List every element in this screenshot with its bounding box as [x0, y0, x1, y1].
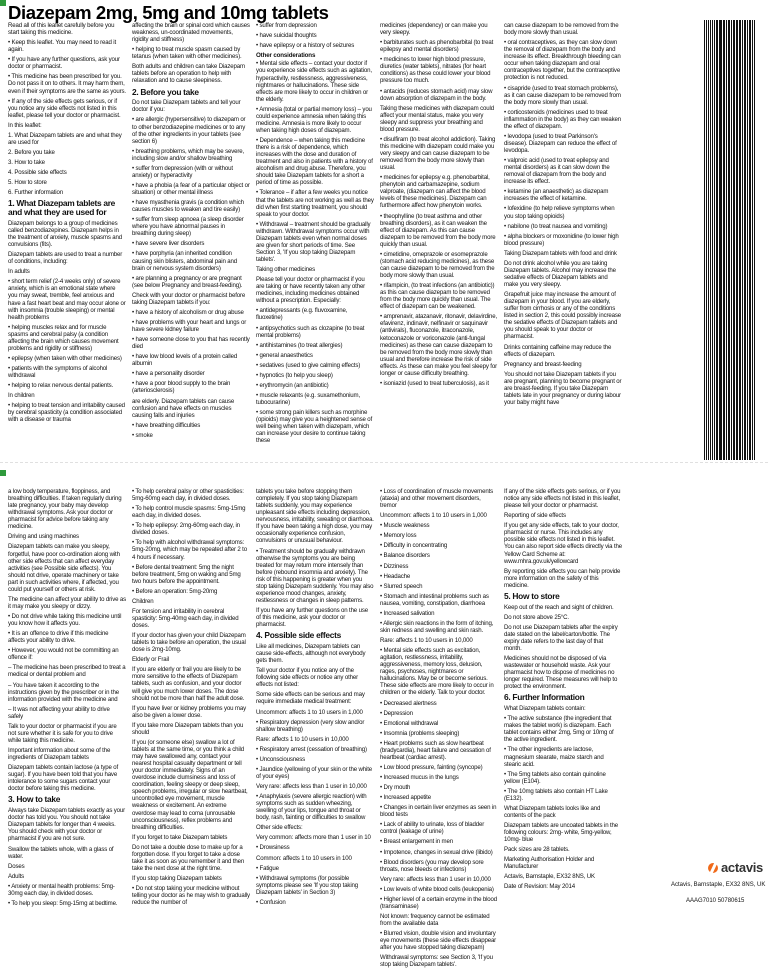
leaflet-paragraph: • Tolerance – if after a few weeks you notice that the tablets are not working as well as they did when first starting treatment, you should speak to your doctor. — [256, 189, 374, 218]
leaflet-paragraph: • alpha blockers or moxonidine (to lower high blood pressure) — [504, 232, 619, 247]
leaflet-paragraph: • are allergic (hypersensitive) to diazepam or to other benzodiazepine medicines or to any of the other ingredients in your tablets (see section 6) — [132, 116, 246, 145]
leaflet-paragraph: Date of Revision: May 2014 — [504, 883, 575, 891]
leaflet-paragraph: You should not take Diazepam tablets if you are pregnant, planning to become pregnant or are breast-feeding. If you take Diazepam tablets late in your pregnancy or during labour your baby might have — [504, 370, 622, 406]
leaflet-paragraph: • rifampicin, (to treat infections (an antibiotic)) as this can cause diazepam to be removed from the body more quickly than usual. The effect of diazepam can be weakened. — [380, 282, 495, 311]
leaflet-paragraph: 6. Further information — [8, 189, 63, 197]
leaflet-title: Diazepam 2mg, 5mg and 10mg tablets — [8, 2, 329, 23]
leaflet-paragraph: medicines (dependency) or can make you very sleepy. — [380, 22, 488, 37]
leaflet-paragraph: • have problems with your heart and lungs or have severe kidney failure — [132, 318, 247, 333]
leaflet-paragraph: • The 5mg tablets also contain quinoline yellow (E104). — [504, 770, 606, 785]
footer-code: AAAG7010 50780615 — [686, 898, 745, 904]
leaflet-paragraph: • suffer from depression — [256, 22, 317, 29]
leaflet-paragraph: If you forget to take Diazepam tablets — [132, 833, 228, 841]
leaflet-paragraph: • medicines to lower high blood pressure, diuretics (water tablets), nitrates (for heart conditions) as these could lower your blood pressure too much. — [380, 56, 491, 85]
leaflet-paragraph: • hypnotics (to help you sleep) — [256, 371, 333, 379]
leaflet-paragraph: • However, you would not be committing an offence if: — [8, 647, 119, 662]
leaflet-paragraph: • Anxiety or mental health problems: 5mg-30mg each day, in divided doses. — [8, 882, 115, 897]
leaflet-paragraph: • Do not stop taking your medicine without telling your doctor as he may wish to gradually reduce the number of — [132, 885, 250, 907]
leaflet-paragraph: If you get any side effects, talk to your doctor, pharmacist or nurse. This includes any possible side effects not listed in this leaflet. You can also report side effects directly via the Yellow Card Scheme at: www.mhra.gov.uk/yellowcard — [504, 522, 622, 565]
section-5-heading: 5. How to store — [504, 590, 560, 601]
top-panel — [8, 22, 760, 450]
leaflet-paragraph: • Amnesia (total or partial memory loss) – you could experience amnesia when taking this medicine. Amnesia is more likely to occur when taking high doses of diazepam. — [256, 105, 372, 134]
leaflet-paragraph: Taking Diazepam tablets with food and drink — [504, 249, 617, 257]
leaflet-paragraph: • amprenavir, atazanavir, ritonavir, delavirdine, efavirenz, indinavir, nelfinavir or saquinavir (antivirals), fluconazole, itraconazole, ketoconazole or voriconazole (anti-fungal medicines) as these can cause diazepam to be removed from the body more slowly than usual and therefore increase the risk of side effects. As these can make you feel sleepy for longer or cause difficulty breathing. — [380, 313, 498, 377]
leaflet-paragraph: Other side effects: — [256, 824, 303, 832]
leaflet-paragraph: Rare: affects 1 to 10 users in 10,000 — [256, 735, 349, 743]
bottom-column-4 — [380, 488, 498, 968]
leaflet-paragraph: In adults — [8, 268, 30, 276]
leaflet-paragraph: If you have any further questions on the use of this medicine, ask your doctor or pharmacist. — [256, 607, 368, 629]
leaflet-paragraph: Always take Diazepam tablets exactly as your doctor has told you. You should not take Diazepam tablets for longer than 4 weeks. You should check with your doctor or pharmacist if you are not sure. — [8, 807, 126, 843]
leaflet-paragraph: • Increased mucus in the lungs — [380, 774, 459, 781]
leaflet-paragraph: • Confusion — [256, 898, 286, 906]
leaflet-paragraph: • antihistamines (to treat allergies) — [256, 341, 343, 349]
leaflet-paragraph: • have epilepsy or a history of seizures — [256, 42, 355, 50]
section-6-heading: 6. Further Information — [504, 692, 585, 703]
leaflet-paragraph: Keep out of the reach and sight of children. — [504, 603, 614, 611]
leaflet-paragraph: • Memory loss — [380, 532, 417, 540]
leaflet-paragraph: Medicines should not be disposed of via wastewater or household waste. Ask your pharmacist how to dispose of medicines no longer required. These measures will help to protect the environment. — [504, 655, 618, 691]
leaflet-paragraph: 2. Before you take — [8, 148, 55, 156]
interactions-text — [380, 22, 498, 387]
leaflet-paragraph: • Breast enlargement in men — [380, 838, 453, 846]
leaflet-paragraph: • have porphyria (an inherited condition causing skin blisters, abdominal pain and brain or nervous system disorders) — [132, 250, 237, 272]
leaflet-paragraph: • smoke — [132, 431, 153, 439]
leaflet-paragraph: • Dependence – when taking this medicine there is a risk of dependence, which increases with the dose and duration of treatment and also in patients with a history of alcoholism and drug abuse. Therefore, you should take Diazepam tablets for a short a period of time as possible. — [256, 137, 373, 187]
bottom-column-3 — [256, 488, 374, 906]
leaflet-paragraph: For tension and irritability in cerebral spasticity: 5mg-40mg each day, in divided doses. — [132, 607, 239, 629]
leaflet-paragraph: • Before dental treatment: 5mg the night before treatment, 5mg on waking and 5mg two hours before the appointment. — [132, 563, 241, 585]
leaflet-paragraph: 4. Possible side effects — [8, 169, 67, 177]
top-column-2 — [132, 22, 250, 450]
section-6-body — [504, 705, 622, 890]
leaflet-paragraph: Diazepam tablets are used to treat a number of conditions, including: — [8, 251, 123, 266]
leaflet-paragraph: If you take more Diazepam tablets than you should — [132, 721, 244, 736]
leaflet-paragraph: Actavis, Barnstaple, EX32 8NS, UK — [504, 873, 595, 881]
leaflet-paragraph: • Difficulty in concentrating — [380, 542, 448, 550]
leaflet-paragraph: If your doctor has given your child Diazepam tablets to take before an operation, the usual dose is 2mg-10mg. — [132, 632, 246, 654]
leaflet-paragraph: Important information about some of the ingredients of Diazepam tablets — [8, 747, 111, 762]
dosing-text — [132, 488, 250, 906]
leaflet-paragraph: • Insomnia (problems sleeping) — [380, 729, 460, 737]
leaflet-paragraph: tablets you take before stopping them completely. If you stop taking Diazepam tablets suddenly, you may experience unpleasant side effects including depression, nervousness, irritability, sweating or diarrhoea. If you have been taking a high dose, you may occasionally experience confusion, convulsions or unusual behaviour. — [256, 488, 374, 545]
color-marker-mid — [0, 470, 6, 476]
leaflet-paragraph: • have a personality disorder — [132, 370, 205, 378]
leaflet-paragraph: • nabilone (to treat nausea and vomiting) — [504, 222, 608, 230]
section-3-heading: 3. How to take — [8, 794, 61, 805]
leaflet-paragraph: What Diazepam tablets contain: — [504, 705, 586, 713]
leaflet-paragraph: • The other ingredients are lactose, magnesium stearate, maize starch and stearic acid. — [504, 746, 604, 768]
leaflet-paragraph: • Respiratory depression (very slow and/or shallow breathing) — [256, 718, 365, 733]
leaflet-paragraph: Diazepam tablets contain lactose (a type of sugar). If you have been told that you have intolerance to some sugars contact your doctor before taking this medicine. — [8, 764, 119, 793]
leaflet-paragraph: • Blood disorders (you may develop sore throats, nose bleeds or infections) — [380, 858, 484, 873]
leaflet-paragraph: If you stop taking Diazepam tablets — [132, 875, 222, 882]
leaflet-paragraph: • Fatigue — [256, 864, 279, 872]
leaflet-paragraph: Adults — [8, 872, 25, 880]
leaflet-paragraph: Uncommon: affects 1 to 10 users in 1,000 — [380, 512, 487, 520]
leaflet-paragraph: By reporting side effects you can help provide more information on the safety of this medicine. — [504, 567, 621, 589]
leaflet-paragraph: • ketamine (an anaesthetic) as diazepam increases the effect of ketamine. — [504, 188, 609, 203]
bottom-panel — [8, 488, 760, 968]
leaflet-paragraph: • muscle relaxants (e.g. suxamethonium, tubocurarine) — [256, 391, 360, 406]
leaflet-paragraph: • Emotional withdrawal — [380, 719, 439, 727]
leaflet-paragraph: Tell your doctor if you notice any of the following side effects or notice any other effects not listed: — [256, 667, 358, 689]
leaflet-paragraph: • Higher level of a certain enzyme in the blood (transaminase) — [380, 895, 498, 910]
leaflet-paragraph: • Treatment should be gradually withdrawn otherwise the symptoms you are being treated for may return more intensely than before (rebound insomnia and anxiety). The risk of this happening is greater when you stop taking Diazepam suddenly. You may also experience mood changes, anxiety, restlessness or changes in sleep patterns. — [256, 547, 374, 604]
section-2-heading: 2. Before you take — [132, 86, 199, 97]
leaflet-paragraph: Grapefruit juice may increase the amount of diazepam in your blood. If you are elderly, suffer from cirrhosis or any of the conditions listed in section 2, this could possibly increase the sedative effects of Diazepam tablets and you should speak to your doctor or pharmacist. — [504, 291, 621, 341]
leaflet-paragraph: • Mental side effects – contact your doctor if you experience side effects such as agitation, hyperactivity, restlessness, aggressiveness, nightmares or hallucinations. These side effects are more likely to occur in children or the elderly. — [256, 60, 372, 103]
actavis-logo — [708, 860, 763, 875]
leaflet-paragraph: • To help epilepsy: 2mg-60mg each day, in divided doses. — [132, 522, 240, 537]
side-effects-list — [380, 488, 498, 968]
top-column-4 — [380, 22, 498, 450]
leaflet-paragraph: • Keep this leaflet. You may need to read it again. — [8, 39, 117, 54]
leaflet-paragraph: 5. How to store — [8, 179, 47, 187]
leaflet-paragraph: • Depression — [380, 709, 413, 717]
leaflet-paragraph: • disulfiram (to treat alcohol addiction). Taking this medicine with diazepam could make you very sleepy and can cause diazepam to be removed from the body more slowly than usual. — [380, 135, 496, 172]
actavis-leaf-icon — [708, 863, 718, 873]
section-4-body — [256, 643, 374, 906]
section-5-body — [504, 604, 622, 691]
leaflet-paragraph: Do not use Diazepam tablets after the expiry date stated on the label/carton/bottle. The expiry date refers to the last day of that month. — [504, 623, 618, 652]
driving-text — [8, 488, 126, 792]
leaflet-paragraph: Do not store above 25°C. — [504, 613, 569, 621]
leaflet-paragraph: • some strong pain killers such as morphine (opioids) may give you a heightened sense of well being when taken with diazepam, which can increase your desire to continue taking these — [256, 409, 373, 445]
leaflet-paragraph: • Low blood pressure, fainting (syncope) — [380, 763, 483, 771]
leaflet-paragraph: If you are elderly or frail you are likely to be more sensitive to the effects of Diazepam tablets, such as confusion, and your doctor will give you much lower doses. The dose should not be more than half the adult dose. — [132, 666, 245, 702]
leaflet-paragraph: Pregnancy and breast-feeding — [504, 360, 582, 368]
leaflet-paragraph: Rare: affects 1 to 10 users in 10,000 — [380, 637, 473, 644]
leaflet-paragraph: • The 10mg tablets also contain HT Lake (E132). — [504, 787, 608, 802]
reporting-text — [504, 488, 622, 589]
leaflet-paragraph: In children — [8, 392, 35, 400]
leaflet-paragraph: Diazepam tablets are uncoated tablets in the following colours: 2mg- white, 5mg-yellow, 10mg- blue — [504, 822, 618, 844]
leaflet-paragraph: • short term relief (2-4 weeks only) of severe anxiety, which is an emotional state where you may sweat, tremble, feel anxious and have a fast heart beat and may occur alone or with insomnia (trouble sleeping) or mental health problems — [8, 278, 126, 321]
leaflet-paragraph: • Anaphylaxis (severe allergic reaction) with symptoms such as sudden wheezing, swelling of your lips, tongue and throat or body, rash, fainting or difficulties to swallow — [256, 793, 367, 822]
leaflet-paragraph: Check with your doctor or pharmacist before taking Diazepam tablets if you: — [132, 291, 246, 306]
leaflet-paragraph: 3. How to take — [8, 159, 45, 166]
section-3-body — [8, 807, 126, 907]
leaflet-paragraph: • patients with the symptoms of alcohol withdrawal — [8, 365, 108, 380]
leaflet-paragraph: • theophylline (to treat asthma and other breathing disorders), as it can weaken the effect of diazepam. As this can cause diazepam to be removed from the body more quickly than usual. — [380, 212, 496, 248]
leaflet-paragraph: • Mental side effects such as excitation, agitation, restlessness, irritability, aggressiveness, memory loss, delusion, rages, psychoses, nightmares or hallucinations. May be or become serious. These side effects are more likely to occur in children or the elderly. Talk to your doctor. — [380, 647, 494, 697]
leaflet-paragraph: • have severe liver disorders — [132, 240, 205, 248]
leaflet-paragraph: If any of the side effects gets serious, or if you notice any side effects not listed in this leaflet, please tell your doctor or pharmacist. — [504, 488, 621, 510]
leaflet-paragraph: • helping muscles relax and for muscle spasms and cerebral palsy (a condition affecting the brain which causes movement problems and rigidity or stiffness) — [8, 323, 119, 352]
leaflet-paragraph: Reporting of side effects — [504, 512, 566, 520]
other-considerations-body — [256, 60, 374, 444]
leaflet-paragraph: What Diazepam tablets looks like and contents of the pack — [504, 804, 601, 819]
section-2-body — [132, 99, 250, 439]
footer-address: Actavis, Barnstaple, EX32 8NS, UK — [671, 882, 766, 888]
stopping-text — [256, 488, 374, 628]
leaflet-paragraph: Withdrawal symptoms: see Section 3, 'If you stop taking Diazepam tablets'. — [380, 954, 493, 968]
leaflet-paragraph: • Slurred speech — [380, 582, 423, 590]
leaflet-paragraph: – The medicine has been prescribed to treat a medical or dental problem and — [8, 664, 126, 679]
leaflet-paragraph: • isoniazid (used to treat tuberculosis), as it — [380, 379, 489, 387]
leaflet-paragraph: If you (or someone else) swallow a lot of tablets at the same time, or you think a child may have swallowed any, contact your nearest hospital casualty department or tell your doctor immediately. Signs of an overdose include clumsiness and loss of coordination, feeling sleepy or deep sleep, speech problems, irregular or slow heartbeat, uncontrolled eye movement, muscle weakness or excitement. An extreme overdose may lead to coma (unrousable unconsciousness), reflex problems and breathing difficulties. — [132, 738, 248, 831]
leaflet-paragraph: • medicines for epilepsy e.g. phenobarbital, phenytoin and carbamazepine, sodium valproate, (diazepam can affect the blood levels of these medicines). Diazepam can furthermore affect how phenytoin works. — [380, 174, 490, 210]
leaflet-paragraph: Taking other medicines — [256, 266, 316, 274]
leaflet-paragraph: Read all of this leaflet carefully before you start taking this medicine. — [8, 22, 115, 37]
leaflet-paragraph: • general anaesthetics — [256, 351, 313, 359]
leaflet-paragraph: – It was not affecting your ability to drive safely — [8, 705, 110, 720]
leaflet-paragraph: Swallow the tablets whole, with a glass of water. — [8, 845, 114, 860]
leaflet-paragraph: • Unconsciousness — [256, 755, 306, 763]
bottom-column-5 — [504, 488, 622, 903]
leaflet-paragraph: Very rare: affects less than 1 user in 10,000 — [380, 875, 491, 883]
leaflet-paragraph: • have myasthenia gravis (a condition which causes muscles to weaken and tire easily) — [132, 199, 244, 214]
leaflet-paragraph: • Loss of coordination of muscle movements (ataxia) and other movement disorders, tremor — [380, 488, 494, 510]
leaflet-paragraph: • Increased salivation — [380, 609, 435, 617]
section-4-heading: 4. Possible side effects — [256, 630, 341, 641]
leaflet-paragraph: Children — [132, 597, 154, 605]
leaflet-paragraph: In this leaflet: — [8, 121, 42, 129]
leaflet-paragraph: Please tell your doctor or pharmacist if you are taking or have recently taken any other medicines, including medicines obtained without a prescription. Especially: — [256, 276, 366, 305]
leaflet-paragraph: The medicine can affect your ability to drive as it may make you sleepy or dizzy. — [8, 595, 127, 610]
leaflet-paragraph: • Jaundice (yellowing of your skin or the white of your eyes) — [256, 765, 373, 780]
leaflet-paragraph: • Dizziness — [380, 562, 409, 570]
leaflet-paragraph: • lofexidine (to help relieve symptoms when you stop taking opioids) — [504, 205, 615, 220]
leaflet-paragraph: Do not drink alcohol while you are taking Diazepam tablets. Alcohol may increase the sedative effects of Diazepam tablets and make you very sleepy. — [504, 259, 616, 288]
color-marker-top — [0, 0, 6, 6]
leaflet-paragraph: • Stomach and intestinal problems such as nausea, vomiting, constipation, diarrhoea — [380, 592, 489, 607]
leaflet-paragraph: • have someone close to you that has recently died — [132, 336, 250, 351]
leaflet-paragraph: • Lack of ability to urinate, loss of bladder control (leakage of urine) — [380, 821, 485, 836]
leaflet-paragraph: • To help with alcohol withdrawal symptoms: 5mg-20mg, which may be repeated after 2 to 4 hours if necessary. — [132, 539, 247, 561]
leaflet-paragraph: Taking these medicines with diazepam could affect your mental status, make you very sleepy and suppress your breathing and blood pressure. — [380, 104, 494, 133]
leaflet-paragraph: • Dry mouth — [380, 784, 411, 792]
leaflet-paragraph: • Increased appetite — [380, 794, 431, 802]
leaflet-paragraph: • To help control muscle spasms: 5mg-15mg each day, in divided doses. — [132, 505, 246, 520]
leaflet-paragraph: • Withdrawal symptoms (for possible symptoms please see 'If you stop taking Diazepam tablets' in Section 3) — [256, 874, 359, 896]
leaflet-paragraph: • erythromycin (an antibiotic) — [256, 381, 329, 389]
section-1-heading: 1. What Diazepam tablets are and what they are used for — [8, 198, 116, 218]
leaflet-paragraph: • cisapride (used to treat stomach problems), as it can cause diazepam to be removed from the body more slowly than usual. — [504, 84, 621, 106]
leaflet-paragraph: • breathing problems, which may be severe, including slow and/or shallow breathing — [132, 147, 245, 162]
bottom-column-1 — [8, 488, 127, 907]
leaflet-paragraph: • Heart problems such as slow heartbeat (bradycardia), heart failure and cessation of heartbeat (cardiac arrest). — [380, 739, 491, 761]
leaflet-paragraph: • Changes in certain liver enzymes as seen in blood tests — [380, 804, 497, 819]
leaflet-paragraph: • Low levels of white blood cells (leukopenia) — [380, 885, 494, 893]
leaflet-paragraph: • antidepressants (e.g. fluvoxamine, fluoxetine) — [256, 307, 348, 322]
leaflet-paragraph: – You have taken it according to the instructions given by the prescriber or in the information provided with the medicine and — [8, 681, 119, 703]
leaflet-paragraph: • have a phobia (a fear of a particular object or situation) or other mental illness — [132, 181, 250, 196]
leaflet-paragraph: • oral contraceptives, as they can slow down the removal of diazepam from the body and increase its effect. Breakthrough bleeding can occur when taking diazepam and oral contraceptives together, but the contraceptive protection is not reduced. — [504, 39, 621, 82]
leaflet-paragraph: • Balance disorders — [380, 552, 430, 560]
leaflet-paragraph: • corticosteroids (medicines used to treat inflammation in the body) as they can weaken the effect of diazepam. — [504, 108, 622, 130]
leaflet-paragraph: • Before an operation: 5mg-20mg — [132, 587, 218, 595]
leaflet-paragraph: If you have liver or kidney problems you may also be given a lower dose. — [132, 704, 246, 719]
leaflet-paragraph: • are planning a pregnancy or are pregnant (see below Pregnancy and breast-feeding). — [132, 274, 243, 289]
leaflet-paragraph: • have suicidal thoughts — [256, 32, 317, 40]
leaflet-paragraph: Pack sizes are 28 tablets. — [504, 846, 570, 854]
leaflet-paragraph: • barbiturates such as phenobarbital (to treat epilepsy and mental disorders) — [380, 39, 494, 54]
leaflet-paragraph: are elderly. Diazepam tablets can cause confusion and have effects on muscles causing falls and injuries — [132, 397, 235, 419]
leaflet-paragraph: • Withdrawal – treatment should be gradually withdrawn. Withdrawal symptoms occur with Diazepam tablets even when normal doses are given for short periods of time. See Section 3, 'If you stop taking Diazepam tablets'. — [256, 220, 371, 263]
leaflet-paragraph: Marketing Authorisation Holder and Manufacturer — [504, 856, 595, 871]
leaflet-paragraph: • sedatives (used to give calming effects) — [256, 361, 361, 369]
leaflet-paragraph: • helping to relax nervous dental patients. — [8, 382, 114, 390]
leaflet-paragraph: Drinks containing caffeine may reduce the effects of diazepam. — [504, 343, 612, 358]
leaflet-paragraph: • If any of the side effects gets serious, or if you notice any side effects not listed in this leaflet, please tell your doctor or pharmacist. — [8, 97, 121, 119]
leaflet-paragraph: Diazepam tablets can make you sleepy, forgetful, have poor co-ordination along with other side effects that can affect everyday activities (see Possible side effects). You should not drive, operate machinery or take part in such activities where, if affected, you could put yourself or others at risk. — [8, 543, 120, 593]
leaflet-paragraph: • It is an offence to drive if this medicine affects your ability to drive. — [8, 630, 109, 645]
leaflet-paragraph: • have a history of alcoholism or drug abuse — [132, 308, 244, 316]
logo-text: actavis — [721, 860, 763, 875]
leaflet-paragraph: Do not take Diazepam tablets and tell your doctor if you: — [132, 99, 241, 114]
leaflet-paragraph: • levodopa (used to treat Parkinson's disease). Diazepam can reduce the effect of levodopa. — [504, 132, 617, 154]
warnings-continued — [256, 22, 374, 49]
leaflet-paragraph: a low body temperature, floppiness, and breathing difficulties. If taken regularly during late pregnancy, your baby may develop withdrawal symptoms. Ask your doctor or pharmacist for advice before taking any medicine. — [8, 488, 122, 531]
leaflet-paragraph: Elderly or Frail — [132, 656, 169, 664]
intro-text — [8, 22, 126, 196]
leaflet-paragraph: Like all medicines, Diazepam tablets can cause side-effects, although not everybody gets them. — [256, 643, 366, 665]
leaflet-paragraph: • antacids (reduces stomach acid) may slow down absorption of diazepam in the body. — [380, 87, 493, 102]
bottom-column-2 — [132, 488, 250, 907]
leaflet-paragraph: • helping to treat tension and irritability caused by cerebral spasticity (a condition associated with a disease or trauma — [8, 402, 125, 424]
leaflet-paragraph: Driving and using machines — [8, 533, 79, 541]
leaflet-paragraph: • Muscle weakness — [380, 522, 430, 530]
section-1-body — [8, 220, 126, 424]
top-column-5 — [504, 22, 622, 450]
top-column-1 — [8, 22, 126, 450]
leaflet-paragraph: Common: affects 1 to 10 users in 100 — [256, 854, 352, 862]
leaflet-paragraph: • Blurred vision, double vision and involuntary eye movements (these side effects disappear after you have stopped taking diazepam) — [380, 930, 497, 952]
leaflet-paragraph: Diazepam belongs to a group of medicines called benzodiazepines. Diazepam helps in the treatment of anxiety, muscle spasms and convulsions (fits). — [8, 219, 123, 249]
leaflet-paragraph: • antipsychotics such as clozapine (to treat mental problems) — [256, 324, 365, 339]
leaflet-paragraph: • This medicine has been prescribed for you. Do not pass it on to others. It may harm them, even if their symptoms are the same as yours. — [8, 73, 126, 95]
interactions-food-pregnancy — [504, 22, 622, 406]
leaflet-paragraph: 1. What Diazepam tablets are and what they are used for — [8, 131, 122, 146]
leaflet-paragraph: Some side effects can be serious and may require immediate medical treatment: — [256, 691, 365, 706]
leaflet-paragraph: Do not take a double dose to make up for a forgotten dose. If you forget to take a dose take it as soon as you remember it and then take the next dose at the right time. — [132, 843, 245, 872]
leaflet-paragraph: • helping to treat muscle spasm caused by tetanus (when taken with other medicines). — [132, 46, 242, 61]
leaflet-paragraph: • cimetidine, omeprazole or esomeprazole (stomach acid reducing medicines), as these can cause diazepam to be removed from the body more slowly than usual. — [380, 250, 495, 279]
leaflet-paragraph: • Headache — [380, 572, 411, 580]
leaflet-paragraph: Talk to your doctor or pharmacist if you are not sure whether it is safe for you to drive while taking this medicine. — [8, 722, 117, 744]
leaflet-paragraph: Doses — [8, 862, 25, 870]
uses-continued — [132, 22, 250, 85]
leaflet-paragraph: • have a poor blood supply to the brain (arteriosclerosis) — [132, 380, 231, 395]
leaflet-paragraph: affecting the brain or spinal cord which causes weakness, un-coordinated movements, rigidity and stiffness) — [132, 22, 250, 44]
leaflet-paragraph: • To help you sleep: 5mg-15mg at bedtime. — [8, 899, 118, 907]
leaflet-paragraph: • epilepsy (when taken with other medicines) — [8, 354, 122, 362]
leaflet-paragraph: Uncommon: affects 1 to 10 users in 1,000 — [256, 708, 363, 716]
leaflet-paragraph: Not known: frequency cannot be estimated from the available data — [380, 912, 490, 927]
leaflet-paragraph: • If you have any further questions, ask your doctor or pharmacist. — [8, 56, 120, 71]
leaflet-paragraph: • valproic acid (used to treat epilepsy and mental disorders) as it can slow down the removal of diazepam from the body and increase its effect. — [504, 157, 610, 186]
leaflet-paragraph: • suffer from depression (with or without anxiety) or hyperactivity — [132, 164, 233, 179]
leaflet-paragraph: Very common: affects more than 1 user in 10 — [256, 834, 371, 842]
leaflet-paragraph: • The active substance (the ingredient that makes the tablet work) is diazepam. Each tablet contains either 2mg, 5mg or 10mg of the active ingredient. — [504, 715, 614, 744]
leaflet-paragraph: • Do not drive while taking this medicine until you know how it affects you. — [8, 613, 122, 628]
leaflet-paragraph: • suffer from sleep apnoea (a sleep disorder where you have abnormal pauses in breathing during sleep) — [132, 216, 244, 238]
leaflet-paragraph: • Drowsiness — [256, 844, 290, 852]
leaflet-paragraph: can cause diazepam to be removed from the body more slowly than usual. — [504, 22, 619, 37]
leaflet-paragraph: • Impotence, changes in sexual drive (libido) — [380, 848, 493, 856]
leaflet-paragraph: • have breathing difficulties — [132, 421, 201, 429]
leaflet-paragraph: • To help cerebral palsy or other spasticities: 5mg-60mg each day, in divided doses. — [132, 488, 244, 503]
leaflet-paragraph: Very rare: affects less than 1 user in 10,000 — [256, 783, 367, 790]
fold-line — [0, 462, 768, 463]
leaflet-paragraph: • Allergic skin reactions in the form of itching, skin redness and swelling and skin rash. — [380, 619, 494, 634]
other-considerations-heading: Other considerations — [256, 52, 316, 60]
top-column-3 — [256, 22, 374, 450]
leaflet-paragraph: Both adults and children can take Diazepam tablets before an operation to help with relaxation and to cause sleepiness. — [132, 63, 245, 85]
leaflet-paragraph: • Respiratory arrest (cessation of breathing) — [256, 745, 367, 753]
leaflet-paragraph: • have low blood levels of a protein called albumin — [132, 353, 238, 368]
leaflet-paragraph: • Decreased alertness — [380, 699, 437, 707]
